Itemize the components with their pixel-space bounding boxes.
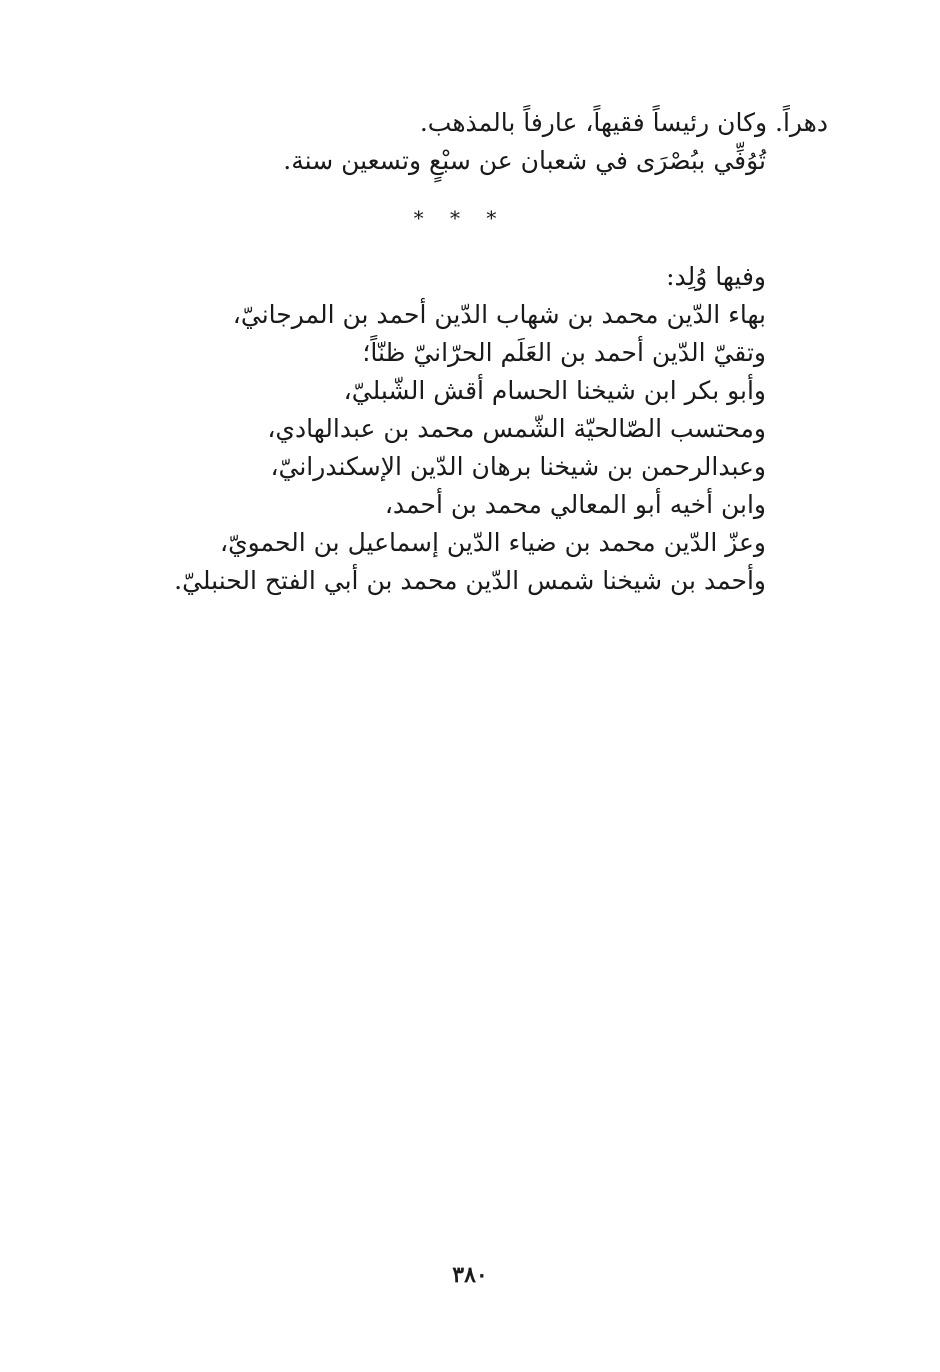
birth-entry: وابن أخيه أبو المعالي محمد بن أحمد، xyxy=(384,490,766,519)
page-number: ٣٨٠ xyxy=(452,1262,488,1288)
births-heading: وفيها وُلِد: xyxy=(666,262,766,291)
birth-entry: وعزّ الدّين محمد بن ضياء الدّين إسماعيل بن الحمويّ، xyxy=(220,528,766,557)
birth-entry: وعبدالرحمن بن شيخنا برهان الدّين الإسكندرانيّ، xyxy=(270,452,766,481)
paragraph-line-2: تُوُفِّي ببُصْرَى في شعبان عن سبْعٍ وتسعين سنة. xyxy=(283,146,766,175)
birth-entry: وأبو بكر ابن شيخنا الحسام أقش الشّبليّ، xyxy=(343,376,766,405)
birth-entry: بهاء الدّين محمد بن شهاب الدّين أحمد بن المرجانيّ، xyxy=(232,300,766,329)
births-section xyxy=(46,258,766,600)
paragraph-line-1: دهراً. وكان رئيساً فقيهاً، عارفاً بالمذهب. xyxy=(419,108,828,137)
section-separator: * * * xyxy=(413,206,507,230)
birth-entry: وتقيّ الدّين أحمد بن العَلَم الحرّانيّ ظنّاً؛ xyxy=(362,338,766,367)
birth-entry: ومحتسب الصّالحيّة الشّمس محمد بن عبدالهادي، xyxy=(267,414,766,443)
birth-entry: وأحمد بن شيخنا شمس الدّين محمد بن أبي الفتح الحنبليّ. xyxy=(174,566,766,595)
